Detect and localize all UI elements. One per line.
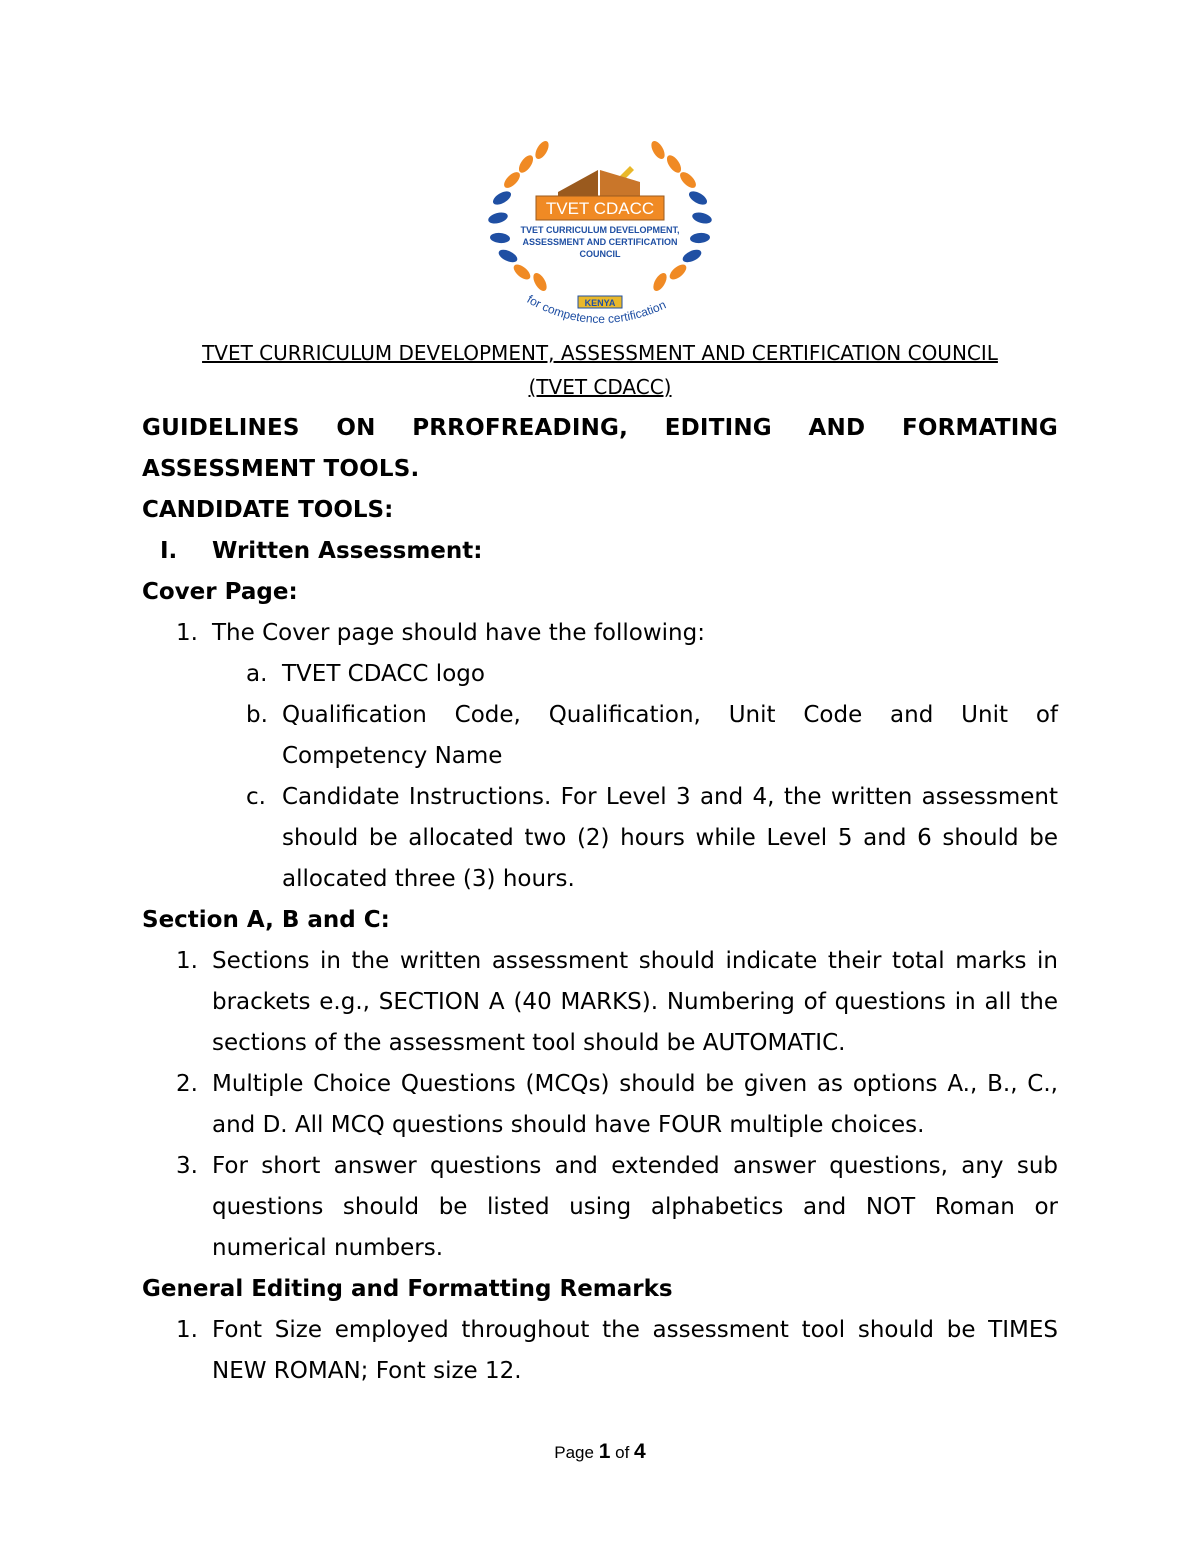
sub-list-item-text: Qualification Code, Qualification, Unit Code and Unit of Competency Name [282,702,1058,769]
org-name: TVET CURRICULUM DEVELOPMENT, ASSESSMENT AND CERTIFICATION COUNCIL [202,341,998,365]
list-marker: 1. [176,620,198,646]
page-total: 4 [634,1440,646,1463]
page-word: Page [554,1443,594,1462]
list-item-text: Font Size employed throughout the assessment tool should be TIMES NEW ROMAN; Font size 12. [212,1317,1058,1384]
general-remarks-heading: General Editing and Formatting Remarks [142,1276,673,1302]
sub-list-item-text: Candidate Instructions. For Level 3 and 4, the written assessment should be allocated two (2) hours while Level 5 and 6 should be allocated three (3) hours. [282,784,1058,892]
sub-list-item-text: TVET CDACC logo [282,661,485,687]
list-item [142,613,1058,654]
sub-list-marker: a. [246,661,268,687]
cover-page-heading: Cover Page: [142,579,298,605]
list-item [142,1146,1058,1269]
list-item-text: Sections in the written assessment should indicate their total marks in brackets e.g., SECTION A (40 MARKS). Numbering of questions in all the sections of the assessment tool should be AUTOMATIC. [212,948,1058,1056]
list-item-text: Multiple Choice Questions (MCQs) should be given as options A., B., C., and D. All MCQ questions should have FOUR multiple choices. [212,1071,1058,1138]
kenya-text: KENYA [584,298,616,308]
list-item [142,1064,1058,1146]
tvet-cdacc-logo [480,130,720,340]
sections-heading: Section A, B and C: [142,907,390,933]
document-title-line2: ASSESSMENT TOOLS. [142,456,420,482]
of-word: of [615,1443,630,1462]
written-assessment-label: Written Assessment: [212,538,483,564]
sub-list-item [142,654,1058,695]
logo-motto: for competence certification [524,292,669,327]
list-item-text: The Cover page should have the following: [212,620,705,646]
list-marker: 1. [176,948,198,974]
logo-title-text: TVET CDACC [545,199,655,218]
logo-subtitle-line1: TVET CURRICULUM DEVELOPMENT, [520,225,680,235]
roman-marker: I. [160,538,178,564]
written-assessment-heading [142,531,1058,572]
sub-list-marker: b. [246,702,268,728]
candidate-tools-heading: CANDIDATE TOOLS: [142,497,394,523]
sub-list-item [142,695,1058,777]
list-marker: 1. [176,1317,198,1343]
logo-subtitle-line3: COUNCIL [579,249,621,259]
list-marker: 3. [176,1153,198,1179]
list-item [142,1310,1058,1392]
sub-list-item [142,777,1058,900]
list-marker: 2. [176,1071,198,1097]
sub-list-marker: c. [246,784,266,810]
logo-graphic [480,130,720,340]
page-footer [0,1440,1200,1464]
list-item [142,941,1058,1064]
logo-subtitle-line2: ASSESSMENT AND CERTIFICATION [522,237,678,247]
document-body [142,334,1058,1392]
page-number: 1 [598,1440,611,1463]
book-pen-icon [558,166,640,200]
document-title [142,408,1058,490]
document-title-line1: GUIDELINES ON PRROFREADING, EDITING AND FORMATING [142,415,1058,441]
org-abbreviation: (TVET CDACC) [528,375,672,399]
list-item-text: For short answer questions and extended answer questions, any sub questions should be listed using alphabetics and NOT Roman or numerical numbers. [212,1153,1058,1261]
